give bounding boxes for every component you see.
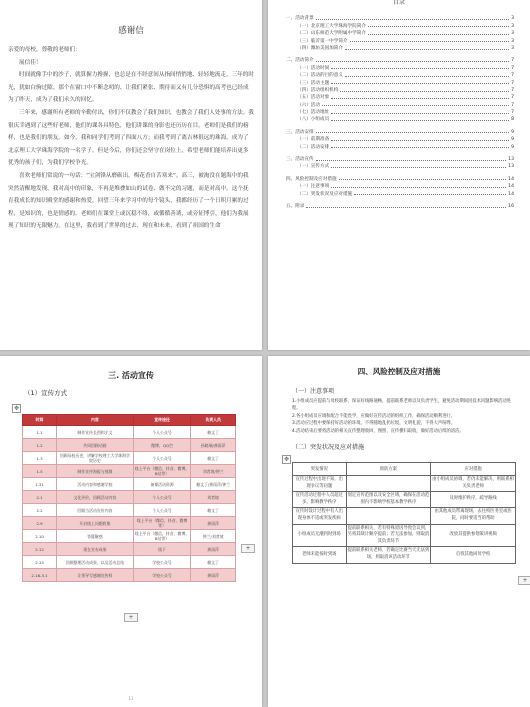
toc-entry-label: （三）临沂第一中学简介 bbox=[297, 38, 348, 44]
toc-entry-page: 7 bbox=[511, 110, 514, 116]
toc-entry-label: （一）注意事项 bbox=[297, 184, 330, 190]
notes-title: （一）注意事项 bbox=[292, 388, 335, 395]
toc-entry[interactable] bbox=[286, 56, 514, 63]
toc-entry-label: （五）活动对象 bbox=[297, 95, 330, 101]
note-item: 1.小组成员应提前与母校联系，保证好线路通畅，提前联系老师以及负责学生，避免活动期间因技术问题影响活动进程。 bbox=[292, 399, 511, 412]
toc-leader bbox=[331, 83, 509, 84]
column-header: 突发情况 bbox=[293, 463, 347, 476]
toc-entry-label: 三、活动安排 bbox=[286, 129, 314, 135]
column-header: 内容 bbox=[57, 415, 134, 426]
table-cell: 划定宣传范围以及安全区域，确保在活动范围内不影响学校基本教学秩序 bbox=[346, 492, 431, 508]
table-cell: 文化评价，回顾活动内容 bbox=[57, 491, 134, 504]
table-cell: 回顾整理活动成果，以及活动总结 bbox=[57, 556, 134, 569]
table-row bbox=[293, 508, 516, 524]
column-header: 时间 bbox=[23, 415, 57, 426]
column-header: 应对措施 bbox=[431, 463, 516, 476]
subsection-title: （1）宣传方式 bbox=[24, 389, 68, 397]
table-cell: 小组成员无潮到时到场 bbox=[293, 524, 347, 547]
toc-leader bbox=[340, 91, 509, 92]
toc-entry-page: 16 bbox=[508, 203, 514, 209]
toc-entry-page: 7 bbox=[511, 73, 514, 79]
letter-page bbox=[0, 0, 262, 350]
toc-leader bbox=[345, 49, 509, 50]
toc-entry-page: 7 bbox=[511, 65, 514, 71]
letter-body bbox=[8, 44, 254, 233]
table-cell: 2.16-3.1 bbox=[23, 569, 57, 582]
toc-entry[interactable] bbox=[286, 202, 514, 209]
table-cell: 2.10 bbox=[23, 530, 57, 543]
table-row bbox=[293, 524, 516, 547]
toc-entry-label: 二、活动简介 bbox=[286, 58, 314, 64]
table-cell bbox=[346, 508, 431, 524]
table-cell: 2.9 bbox=[23, 517, 57, 530]
table-row bbox=[23, 465, 236, 478]
toc-entry-page: 14 bbox=[508, 191, 514, 197]
toc-entry-label: （一）北京理工大学珠海学院简介 bbox=[297, 23, 366, 29]
table-cell: 宣传时设计过程中有人出现身体不适或突发疾病 bbox=[293, 508, 347, 524]
table-cell: 个人公众号 bbox=[133, 426, 191, 439]
letter-title: 感谢信 bbox=[118, 26, 144, 36]
table-cell: 制作宣传海报与视频 bbox=[57, 465, 134, 478]
toc-entry[interactable] bbox=[286, 155, 514, 162]
table-cell: 龚雨萍 bbox=[191, 543, 236, 556]
table-cell: 刘者坡 bbox=[191, 491, 236, 504]
table-row bbox=[23, 478, 236, 491]
toc-leader bbox=[316, 160, 507, 161]
toc-entry-page: 9 bbox=[511, 137, 514, 143]
toc-leader bbox=[331, 140, 509, 141]
note-item: 2.各小组成员应调和配合不能畏学，应做好宣传活动的组织工作，确保活动顺利进行。 bbox=[292, 413, 456, 419]
letter-paragraph: 三年来，感谢所有老师的辛勤付出，你们不仅教会了我们知识，也教会了我们人处事的方法。我很庆幸遇到了这些好老师，他们的课各具特色，他们讲课的身影也还历历在目。老师们是我们的榜样，也是我们的朋友。如今，我和同学们考到了四面八方；而我考到了离吉林很远的珠海，成为了北京理工大学珠海学院的一名学子。但是今后，你们还会坚守在岗位上，希望老师们能培养出更多优秀的孩子们，为我们学校争光。 bbox=[8, 109, 254, 167]
toc-leader bbox=[322, 105, 509, 106]
table-cell: 提前联系相关老师，若确定比赛当天无法到场，则取消该活动环节 bbox=[346, 547, 431, 563]
toc-entry-label: 四、风险控制及应对措施 bbox=[286, 176, 337, 182]
toc-entry[interactable] bbox=[286, 174, 514, 181]
toc-entry[interactable] bbox=[286, 63, 514, 70]
table-move-handle-icon[interactable]: ✥ bbox=[283, 456, 290, 463]
toc-entry-label: （二）突发状况及应对措施 bbox=[297, 191, 353, 197]
letter-paragraph: 亲爱的母校，尊敬的老师们： bbox=[8, 47, 81, 53]
table-cell: 2.2 bbox=[23, 504, 57, 517]
table-cell: 开启线上问题收集 bbox=[57, 517, 134, 530]
table-cell: 微博、QQ空 bbox=[133, 439, 191, 452]
toc-entry-page: 9 bbox=[511, 129, 514, 135]
add-row-button[interactable]: + bbox=[124, 613, 138, 622]
toc-entry-page: 3 bbox=[511, 31, 514, 37]
table-row bbox=[23, 426, 236, 439]
toc-leader bbox=[345, 76, 509, 77]
toc-entry-page: 3 bbox=[511, 38, 514, 44]
table-title: （二）突发状况及应对措施 bbox=[292, 444, 365, 451]
toc-entry[interactable] bbox=[286, 162, 514, 169]
toc-leader bbox=[316, 132, 509, 133]
table-cell: 个人公众号 bbox=[133, 452, 191, 465]
table-row bbox=[23, 439, 236, 452]
toc-entry-label: （一）活动时间 bbox=[297, 65, 330, 71]
section-title: 四、风险控制及应对措施 bbox=[357, 367, 441, 376]
table-cell: 改放其提供参划策讲视频 bbox=[431, 524, 516, 547]
table-cell: 及时维护秩序，疏导路线 bbox=[431, 492, 516, 508]
table-cell: 答疑解惑 bbox=[57, 530, 134, 543]
table-cell: 回顾母校历史，讲解学校理工大学珠海学院历史 bbox=[57, 452, 134, 465]
table-row bbox=[23, 543, 236, 556]
table-cell: 让领导写感谢宣传料 bbox=[57, 569, 134, 582]
page-number: 11 bbox=[128, 696, 134, 701]
table-cell: 回顾当活动宣传内容 bbox=[57, 504, 134, 517]
toc-entry-label: 五、附录 bbox=[286, 203, 305, 209]
toc-entry-label: （四）活动组织机构 bbox=[297, 87, 339, 93]
table-row bbox=[293, 476, 516, 492]
toc-entry-page: 8 bbox=[511, 117, 514, 123]
toc-entry[interactable] bbox=[286, 93, 514, 100]
table-cell: 刘者坡/钟兰 bbox=[191, 465, 236, 478]
table-cell: 启找其他回母学校 bbox=[431, 547, 516, 563]
table-cell: 线下 bbox=[133, 543, 191, 556]
notes-list bbox=[292, 398, 514, 435]
toc-entry-page: 7 bbox=[511, 87, 514, 93]
toc-entry[interactable] bbox=[286, 86, 514, 93]
toc-leader bbox=[350, 41, 510, 42]
toc-entry[interactable] bbox=[286, 189, 514, 196]
toc-entry[interactable] bbox=[286, 115, 514, 122]
toc-leader bbox=[339, 179, 507, 180]
table-of-contents bbox=[286, 14, 514, 209]
table-cell: 钟兰/刘者坡 bbox=[191, 530, 236, 543]
toc-entry-page: 9 bbox=[511, 144, 514, 150]
toc-leader bbox=[316, 19, 509, 20]
column-header: 宣传途径 bbox=[133, 415, 191, 426]
table-cell: 赖文丁 bbox=[191, 556, 236, 569]
table-cell: 线上平台（微信、抖音、微博、B站等） bbox=[134, 531, 190, 541]
table-row bbox=[293, 492, 516, 508]
publicity-page bbox=[0, 356, 262, 707]
table-cell: 线上平台（微信、抖音、微博等） bbox=[133, 517, 191, 530]
toc-entry[interactable] bbox=[286, 29, 514, 36]
toc-entry-label: 一、活动背景 bbox=[286, 16, 314, 22]
toc-entry[interactable] bbox=[286, 44, 514, 51]
toc-entry-page: 13 bbox=[508, 157, 514, 163]
toc-entry[interactable] bbox=[286, 78, 514, 85]
toc-entry-label: （二）山东师范大学附属中学简介 bbox=[297, 31, 366, 37]
table-cell: 1.31 bbox=[23, 478, 57, 491]
toc-entry-page: 14 bbox=[508, 176, 514, 182]
toc-entry[interactable] bbox=[286, 14, 514, 21]
toc-leader bbox=[331, 68, 509, 69]
table-row bbox=[23, 491, 236, 504]
letter-paragraph: 展信佳！ bbox=[19, 59, 42, 66]
toc-entry-page: 7 bbox=[511, 80, 514, 86]
table-cell: 老师未能按时到场 bbox=[293, 547, 347, 563]
table-cell: 现在宣布成果 bbox=[57, 543, 134, 556]
section-title: 三. 活动宣传 bbox=[108, 371, 154, 380]
table-cell: 个人公众号 bbox=[133, 491, 191, 504]
table-cell: 学校公众号 bbox=[133, 556, 191, 569]
toc-entry-page: 13 bbox=[508, 164, 514, 170]
toc-entry-label: （六）活动 bbox=[297, 102, 320, 108]
toc-entry-page: 14 bbox=[508, 184, 514, 190]
risk-table bbox=[292, 462, 516, 564]
toc-entry-page: 3 bbox=[511, 23, 514, 29]
toc-entry[interactable] bbox=[286, 100, 514, 107]
toc-leader bbox=[331, 187, 506, 188]
toc-entry-label: 三、活动宣传 bbox=[286, 157, 314, 163]
table-cell: 备课活动资源 bbox=[133, 478, 191, 491]
toc-entry[interactable] bbox=[286, 182, 514, 189]
table-cell: 1.2 bbox=[23, 439, 57, 452]
table-cell: 宣传过程中出现不知，出现争议等问题 bbox=[293, 476, 347, 492]
add-column-button[interactable]: + bbox=[241, 544, 255, 553]
toc-leader bbox=[331, 147, 509, 148]
table-cell: 活动内容和感谢学校 bbox=[57, 478, 134, 491]
table-row bbox=[23, 556, 236, 569]
add-column-button[interactable]: + bbox=[518, 576, 530, 585]
toc-leader bbox=[368, 26, 509, 27]
table-cell: 线上平台（微信、抖音、微博、B站等） bbox=[134, 466, 190, 476]
table-cell: 宣传活动过程中人员超过多，影响教学秩序 bbox=[293, 492, 347, 508]
table-cell: 孙晓瑞/龚雨萍 bbox=[191, 439, 236, 452]
toc-leader bbox=[331, 98, 509, 99]
toc-entry-page: 7 bbox=[511, 58, 514, 64]
toc-entry-label: （八）小组成员 bbox=[297, 117, 330, 123]
table-row bbox=[23, 569, 236, 582]
toc-leader bbox=[331, 167, 506, 168]
toc-entry[interactable] bbox=[286, 108, 514, 115]
toc-entry-label: （三）活动主题 bbox=[297, 80, 330, 86]
table-cell: 2.12 bbox=[23, 543, 57, 556]
table-cell: 提前联系相关，若有特殊原因导致会议到，另将其缺计顺序提前；若无法参加，则取消其负责环节 bbox=[346, 524, 431, 547]
toc-entry-label: （一）宣传方式 bbox=[297, 164, 330, 170]
toc-entry-label: （二）活动的目的意义 bbox=[297, 73, 343, 79]
toc-page bbox=[268, 0, 530, 350]
table-row bbox=[23, 517, 236, 530]
toc-entry[interactable] bbox=[286, 127, 514, 134]
table-cell: 1.3 bbox=[23, 452, 57, 465]
table-cell: 由其他成员带离现场，去往校医务室或医院，同时要适当的帮助 bbox=[431, 508, 516, 524]
toc-entry-label: （七）活动地址 bbox=[297, 110, 330, 116]
table-cell: 共同回顾动画 bbox=[57, 439, 134, 452]
table-row bbox=[23, 530, 236, 543]
toc-entry-page: 7 bbox=[511, 95, 514, 101]
table-row bbox=[23, 504, 236, 517]
table-cell: 赖文丁 bbox=[191, 452, 236, 465]
toc-entry[interactable] bbox=[286, 21, 514, 28]
toc-entry-page: 7 bbox=[511, 102, 514, 108]
table-move-handle-icon[interactable]: ✥ bbox=[13, 405, 20, 412]
table-cell: 学校公众号 bbox=[133, 569, 191, 582]
toc-leader bbox=[331, 113, 509, 114]
toc-leader bbox=[331, 120, 509, 121]
table-cell: 2.1 bbox=[23, 491, 57, 504]
table-cell: 赖文丁/龚雨萍/钟兰 bbox=[191, 478, 236, 491]
table-cell: 1.1 bbox=[23, 426, 57, 439]
toc-entry[interactable] bbox=[286, 135, 514, 142]
table-cell: 赖文丁 bbox=[191, 426, 236, 439]
column-header: 预防方案 bbox=[346, 463, 431, 476]
table-cell: 龚雨萍 bbox=[191, 517, 236, 530]
table-header-row bbox=[23, 415, 236, 426]
toc-leader bbox=[354, 194, 506, 195]
table-row bbox=[23, 452, 236, 465]
column-header: 负责人员 bbox=[191, 415, 236, 426]
table-cell: 个人公众号 bbox=[133, 504, 191, 517]
toc-entry[interactable] bbox=[286, 71, 514, 78]
publicity-table bbox=[22, 414, 236, 582]
letter-paragraph: 喜欢老师们常说的一句话：“宝剑锋从磨砺出，梅花香自苦寒来”。高三，被淘没在题海中的我突然清醒地发现，我对高中的印象，不再是堆叠如山的试卷、做不完的习题，而是对高中，这个抚育我成长的知识殿堂的感谢和热爱。回望三年来学习中的每个镜头，我都经历了一个日积月累的过程，是知识的，也是情感的。老师们在课堂上或沉稳不络，或循循善诱，或旁征博引，他们为我展现了知识的无限魅力。在这里，我看到了世界的过去、现在和未来，看到了祖国的生命 bbox=[8, 172, 249, 230]
risk-page bbox=[268, 356, 530, 707]
toc-leader bbox=[306, 207, 506, 208]
letter-paragraph: 时间就像手中的沙子，就算握力搀握，也总是在不经意间从指间悄悄地、轻轻地流走。三年的时光，犹如白驹过隙。那个在窗口中不断念叨的、让我们紧张、期待而又有几分恐惧的高考也已经成为了昨天，成为了我们永久的回忆。 bbox=[8, 72, 254, 104]
table-cell: 2.15 bbox=[23, 556, 57, 569]
table-cell: 1.5 bbox=[23, 465, 57, 478]
table-cell: 龚雨萍 bbox=[191, 569, 236, 582]
toc-entry-label: （二）活动安排 bbox=[297, 144, 330, 150]
toc-entry-label: （一）前期准备 bbox=[297, 137, 330, 143]
toc-leader bbox=[316, 61, 509, 62]
toc-entry[interactable] bbox=[286, 142, 514, 149]
table-cell bbox=[346, 476, 431, 492]
toc-leader bbox=[368, 34, 509, 35]
table-cell: 由小组成员协调，若仍未能解决，则联系相关负责老师 bbox=[431, 476, 516, 492]
toc-title: 目录 bbox=[392, 0, 405, 6]
table-cell: 制作宣传长图和主文 bbox=[57, 426, 134, 439]
toc-entry-page: 3 bbox=[511, 45, 514, 51]
note-item: 3.活动应过程中要保持好活动的环境，不得随地乱扔垃圾，文明礼貌，不得大声喧哗。 bbox=[292, 421, 456, 427]
table-row bbox=[293, 547, 516, 563]
toc-entry-label: （四）潍坊美国加简介 bbox=[297, 45, 343, 51]
toc-entry-page: 3 bbox=[511, 16, 514, 22]
toc-entry[interactable] bbox=[286, 36, 514, 43]
table-header-row bbox=[293, 463, 516, 476]
note-item: 4.活动结束后要将活动的相关宣传整理收回，图照、宣传横归取收，做好活动后续的清洁。 bbox=[292, 428, 464, 434]
table-cell: 赖文丁 bbox=[191, 504, 236, 517]
